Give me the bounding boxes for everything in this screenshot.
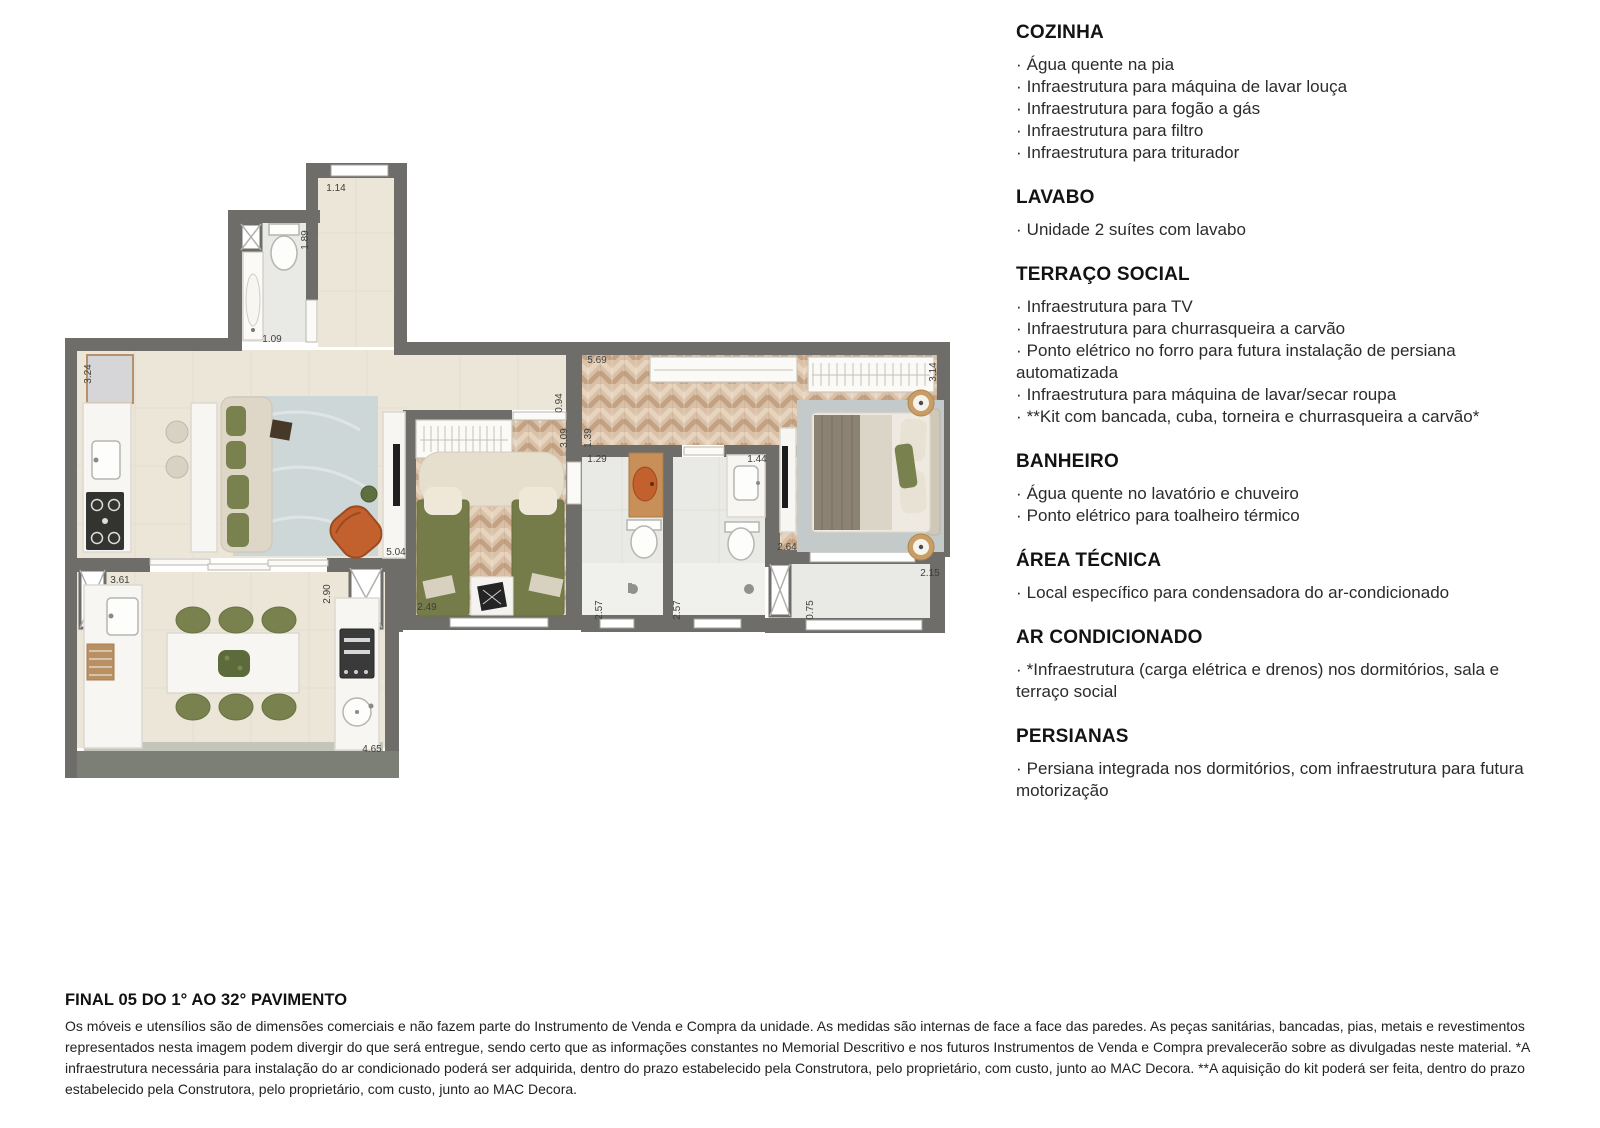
spec-item-text: Unidade 2 suítes com lavabo: [1026, 220, 1246, 239]
stool: [166, 456, 188, 478]
centerpiece: [218, 650, 250, 677]
spec-section-4: [1016, 550, 1550, 604]
measurement-label: 0.75: [805, 600, 816, 620]
faucet-icon: [251, 328, 255, 332]
spec-section-title: BANHEIRO: [1016, 451, 1119, 472]
faucet-icon: [369, 704, 374, 709]
living-room: [221, 396, 405, 564]
measurement-label: 5.69: [587, 355, 607, 366]
tv: [393, 444, 400, 506]
dining-chair: [219, 694, 253, 720]
spec-section-title: TERRAÇO SOCIAL: [1016, 264, 1190, 285]
spec-item-text: Infraestrutura para fogão a gás: [1026, 99, 1261, 118]
spec-item-text: *Infraestrutura (carga elétrica e drenos) nos dormitórios, sala e terraço social: [1016, 660, 1500, 701]
bullet: ·: [1016, 319, 1022, 338]
bullet: ·: [1016, 55, 1022, 74]
spec-section-0: [1016, 22, 1550, 164]
bullet: ·: [1016, 583, 1022, 602]
measurement-label: 3.24: [83, 364, 94, 384]
spec-section-3: [1016, 451, 1550, 527]
stool: [166, 421, 188, 443]
sliding-door: [268, 560, 328, 566]
measurement-label: 1.44: [747, 454, 767, 465]
dining-chair: [219, 607, 253, 633]
spec-item: [1016, 120, 1550, 142]
spec-item-text: Infraestrutura para churrasqueira a carvão: [1026, 319, 1346, 338]
charcoal-grill: [340, 629, 374, 678]
spec-section-5: [1016, 627, 1550, 703]
spec-item: [1016, 582, 1550, 604]
spec-item-text: Água quente na pia: [1026, 55, 1175, 74]
measurement-label: 1.09: [262, 334, 282, 345]
sofa-pillow: [226, 406, 246, 436]
shaft: [770, 564, 790, 616]
spec-item-text: Local específico para condensadora do ar-condicionado: [1026, 583, 1450, 602]
bullet: ·: [1016, 220, 1022, 239]
plant: [361, 486, 377, 502]
bullet: ·: [1016, 407, 1022, 426]
spec-item-text: Infraestrutura para TV: [1026, 297, 1193, 316]
spec-item-text: **Kit com bancada, cuba, torneira e churrasqueira a carvão*: [1026, 407, 1480, 426]
bullet: ·: [1016, 484, 1022, 503]
faucet-icon: [94, 458, 99, 463]
bullet: ·: [1016, 506, 1022, 525]
shower-head-icon: [744, 584, 754, 594]
sliding-door: [208, 564, 270, 570]
door: [684, 447, 724, 455]
blanket: [814, 415, 860, 530]
bullet: ·: [1016, 99, 1022, 118]
twin-bed: [417, 500, 469, 616]
spec-section-1: [1016, 187, 1550, 241]
shower-arm: [628, 583, 632, 593]
spec-item: [1016, 505, 1550, 527]
door: [306, 300, 317, 342]
bullet: ·: [1016, 143, 1022, 162]
sliding-door: [150, 559, 210, 565]
disclaimer-text: Os móveis e utensílios são de dimensões comerciais e não fazem parte do Instrumento de Venda e Compra da unidade. As medidas são internas de face a face das paredes. As peças sanitárias, bancadas, pias, metais e revestimentos representados nesta imagem podem divergir do que será entregue, sendo certo que as informações constantes no Memorial Descritivo e nos futuros Instrumentos de Venda e Compra prevalecerão sobre as divulgadas neste material. *A infraestrutura necessária para instalação do ar condicionado poderá ser adquirida, dentro do prazo estabelecido pela Construtora, pelo proprietário, com custo, junto ao MAC Decora. **A aquisição do kit poderá ser feita, dentro do prazo estabelecido pela Construtora, pelo proprietário, com custo, junto ao MAC Decora.: [65, 1018, 1530, 1097]
window: [331, 165, 388, 176]
terrace-edge-band: [77, 751, 399, 778]
measurement-label: 2.57: [594, 600, 605, 620]
nightstand: [908, 534, 934, 560]
spec-item-text: Ponto elétrico para toalheiro térmico: [1026, 506, 1300, 525]
kitchen-island: [191, 403, 217, 552]
sofa-pillow: [226, 441, 246, 469]
footer: [65, 991, 1548, 1100]
spec-section-title: ÁREA TÉCNICA: [1016, 550, 1162, 571]
bed-pillow: [519, 487, 557, 515]
twin-bed: [512, 500, 564, 616]
lavabo-basin: [246, 274, 260, 326]
toilet: [728, 528, 754, 560]
technical-area-floor: [780, 564, 930, 618]
measurement-label: 2.90: [322, 584, 333, 604]
spec-item: [1016, 318, 1550, 340]
spec-item-text: Água quente no lavatório e chuveiro: [1026, 484, 1299, 503]
stove: [86, 492, 124, 550]
measurement-label: 1.14: [326, 183, 346, 194]
spec-item-text: Infraestrutura para triturador: [1026, 143, 1240, 162]
spec-item-text: Infraestrutura para filtro: [1026, 121, 1204, 140]
spec-item: [1016, 98, 1550, 120]
tv: [782, 446, 788, 508]
plan-title: FINAL 05 DO 1° AO 32° PAVIMENTO: [65, 991, 348, 1009]
spec-item: [1016, 483, 1550, 505]
spec-item: [1016, 76, 1550, 98]
spec-section-title: COZINHA: [1016, 22, 1104, 43]
bed-pillow: [424, 487, 462, 515]
measurement-label: 3.09: [559, 428, 570, 448]
spec-item: [1016, 54, 1550, 76]
faucet-icon: [756, 481, 760, 485]
spec-item: [1016, 296, 1550, 318]
measurement-label: 3.61: [110, 575, 130, 586]
bullet: ·: [1016, 759, 1022, 778]
drain-icon: [355, 710, 359, 714]
window: [600, 619, 634, 628]
wardrobe: [808, 357, 934, 392]
window: [450, 618, 548, 627]
spec-item: [1016, 758, 1550, 802]
faucet-icon: [109, 614, 114, 619]
bullet: ·: [1016, 341, 1022, 360]
spec-item-text: Infraestrutura para máquina de lavar/secar roupa: [1026, 385, 1397, 404]
spec-section-title: AR CONDICIONADO: [1016, 627, 1203, 648]
spec-item: [1016, 219, 1550, 241]
sink: [734, 466, 758, 500]
toilet-tank: [269, 224, 299, 235]
corridor-closet: [650, 357, 797, 382]
spec-sections: [1016, 22, 1550, 825]
bullet: ·: [1016, 297, 1022, 316]
spec-item: [1016, 659, 1550, 703]
bullet: ·: [1016, 77, 1022, 96]
faucet-icon: [650, 482, 654, 486]
measurement-label: 1.29: [587, 454, 607, 465]
passage-floor: [403, 355, 566, 410]
side-table: [270, 419, 293, 440]
spec-section-2: [1016, 264, 1550, 428]
centerpiece-leaf: [238, 666, 243, 671]
centerpiece-leaf: [225, 656, 230, 661]
dining-chair: [176, 607, 210, 633]
spec-item-text: Ponto elétrico no forro para futura instalação de persiana automatizada: [1016, 341, 1456, 382]
measurement-label: 2.64: [777, 542, 797, 553]
spec-item-text: Persiana integrada nos dormitórios, com infraestrutura para futura motorização: [1016, 759, 1524, 800]
bullet: ·: [1016, 660, 1022, 679]
measurement-label: 3.14: [928, 362, 939, 382]
dining-chair: [176, 694, 210, 720]
bullet: ·: [1016, 121, 1022, 140]
measurement-label: 2.15: [920, 568, 940, 579]
towel-basket: [87, 644, 114, 680]
measurement-label: 2.49: [417, 602, 437, 613]
spec-item: [1016, 142, 1550, 164]
toilet: [631, 526, 657, 558]
dining-chair: [262, 694, 296, 720]
sofa-pillow: [227, 513, 249, 547]
measurement-label: 4.65: [362, 744, 382, 755]
spec-item: [1016, 406, 1550, 428]
spec-section-title: LAVABO: [1016, 187, 1095, 208]
door: [567, 462, 581, 504]
shaft: [241, 224, 261, 250]
nightstand: [908, 390, 934, 416]
sofa-pillow: [227, 475, 249, 509]
window: [806, 620, 922, 630]
dining-chair: [262, 607, 296, 633]
window: [694, 619, 741, 628]
measurement-label: 2.57: [672, 600, 683, 620]
measurement-label: 1.89: [300, 230, 311, 250]
measurement-label: 0.94: [554, 393, 565, 413]
bullet: ·: [1016, 385, 1022, 404]
spec-section-6: [1016, 726, 1550, 802]
spec-item: [1016, 340, 1550, 384]
measurement-label: 1.39: [583, 428, 594, 448]
window: [810, 552, 915, 562]
spec-section-title: PERSIANAS: [1016, 726, 1129, 747]
spec-item: [1016, 384, 1550, 406]
spec-item-text: Infraestrutura para máquina de lavar louça: [1026, 77, 1348, 96]
sheet-fold: [860, 415, 892, 530]
toilet: [271, 236, 297, 270]
measurement-label: 5.04: [386, 547, 406, 558]
